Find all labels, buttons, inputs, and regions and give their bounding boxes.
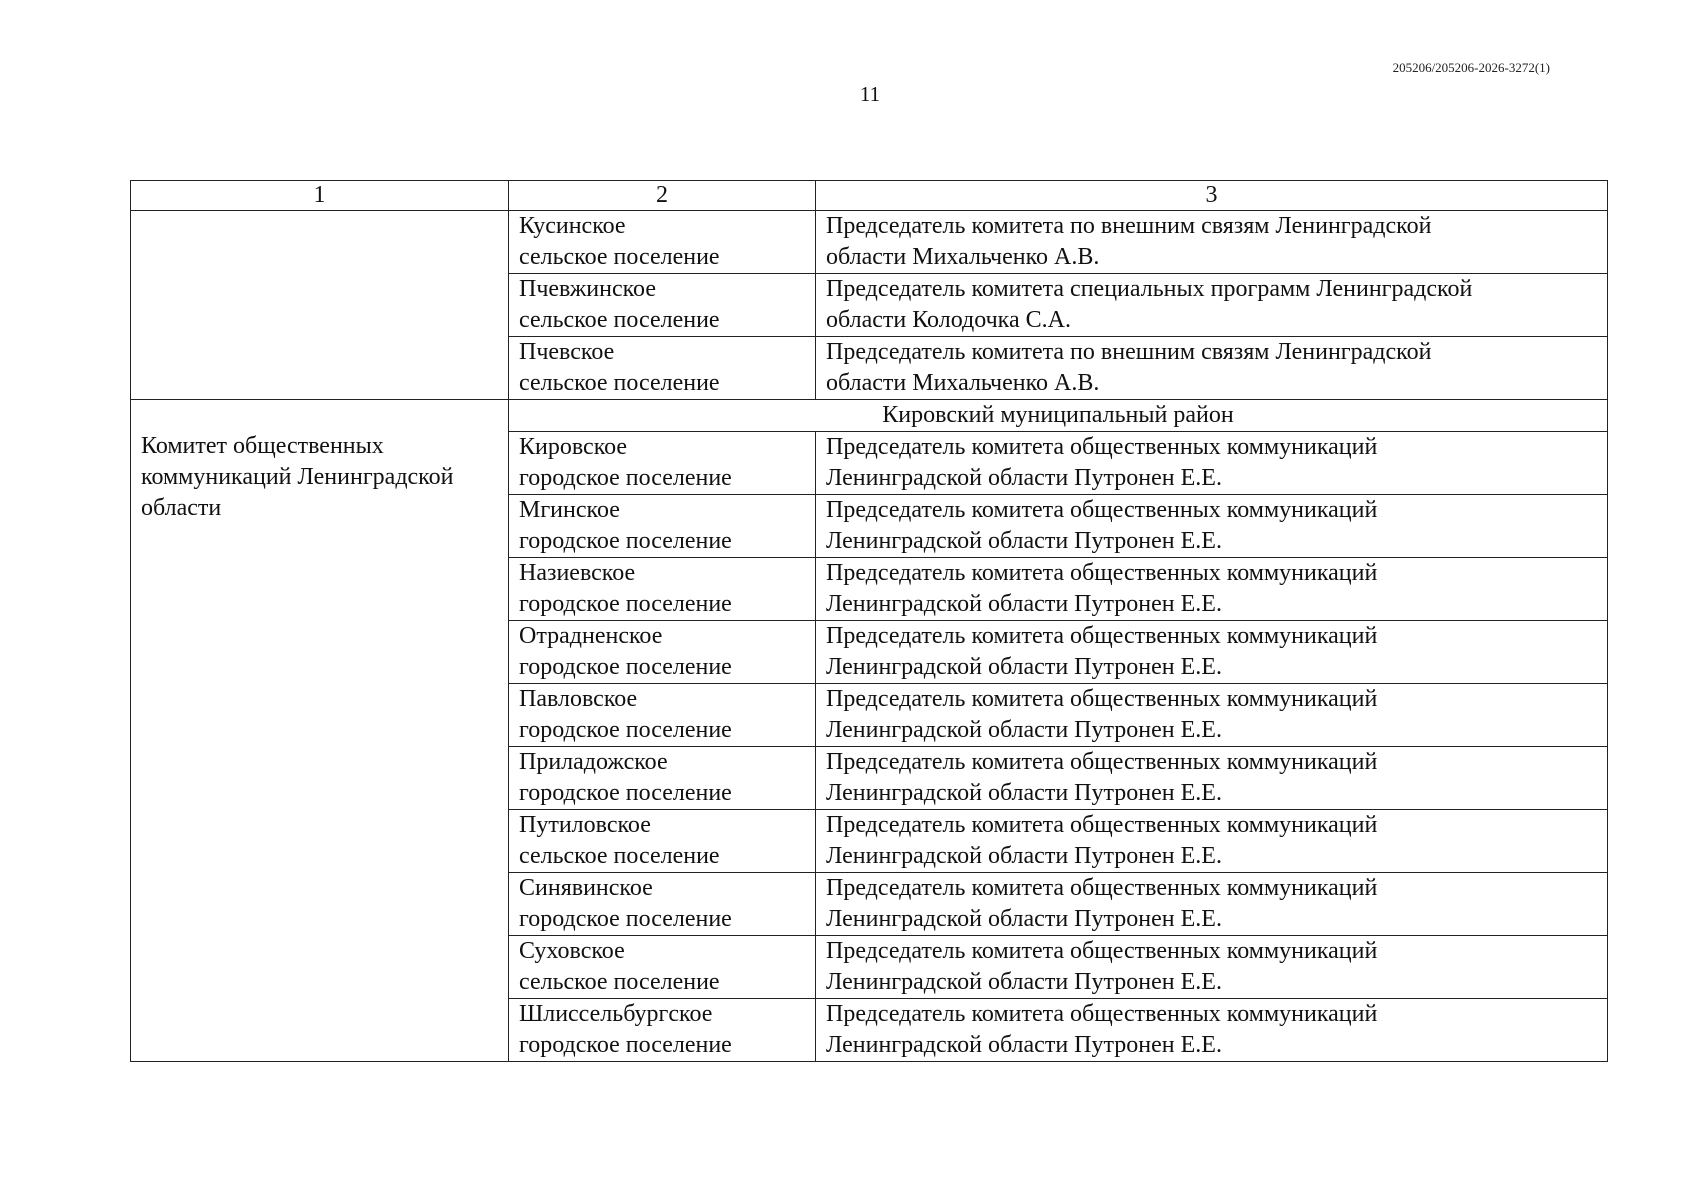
official-cell	[816, 810, 1608, 873]
settlement-cell	[509, 747, 816, 810]
settlement-name: Пчевское	[519, 339, 615, 365]
official-cell	[816, 495, 1608, 558]
settlement-cell	[509, 495, 816, 558]
official-line: Председатель комитета общественных коммуникаций	[826, 875, 1378, 901]
settlement-name: Мгинское	[519, 497, 620, 523]
official-line: Ленинградской области Путронен Е.Е.	[826, 465, 1222, 491]
settlement-type: городское поселение	[519, 1032, 732, 1058]
settlement-cell	[509, 873, 816, 936]
settlement-cell	[509, 936, 816, 999]
settlement-type: сельское поселение	[519, 843, 720, 869]
official-line: области Михальченко А.В.	[826, 244, 1100, 270]
official-cell	[816, 684, 1608, 747]
column-header-3: 3	[816, 181, 1608, 211]
settlement-type: сельское поселение	[519, 370, 720, 396]
settlement-name: Приладожское	[519, 749, 668, 775]
settlement-type: городское поселение	[519, 654, 732, 680]
page-number: 11	[859, 82, 881, 106]
settlement-type: сельское поселение	[519, 244, 720, 270]
official-line: Председатель комитета общественных коммуникаций	[826, 560, 1378, 586]
official-line: области Колодочка С.А.	[826, 307, 1071, 333]
settlement-name: Павловское	[519, 686, 638, 712]
official-cell	[816, 873, 1608, 936]
official-line: Председатель комитета общественных коммуникаций	[826, 497, 1378, 523]
settlement-cell	[509, 621, 816, 684]
settlement-cell	[509, 337, 816, 400]
official-cell	[816, 432, 1608, 495]
settlement-type: городское поселение	[519, 780, 732, 806]
settlement-cell	[509, 558, 816, 621]
official-line: области Михальченко А.В.	[826, 370, 1100, 396]
official-line: Председатель комитета специальных программ Ленинградской	[826, 276, 1473, 302]
committee-cell-empty	[131, 211, 509, 400]
official-line: Ленинградской области Путронен Е.Е.	[826, 654, 1222, 680]
settlement-cell	[509, 432, 816, 495]
official-line: Председатель комитета общественных коммуникаций	[826, 812, 1378, 838]
official-line: Ленинградской области Путронен Е.Е.	[826, 1032, 1222, 1058]
official-line: Председатель комитета общественных коммуникаций	[826, 686, 1378, 712]
column-header-2: 2	[509, 181, 816, 211]
settlement-name: Шлиссельбургское	[519, 1001, 713, 1027]
official-line: Ленинградской области Путронен Е.Е.	[826, 528, 1222, 554]
table-row	[131, 211, 1608, 274]
settlement-name: Синявинское	[519, 875, 653, 901]
committee-line: коммуникаций Ленинградской	[141, 464, 454, 490]
official-cell	[816, 936, 1608, 999]
settlement-type: городское поселение	[519, 717, 732, 743]
settlement-type: городское поселение	[519, 906, 732, 932]
table-header-row	[131, 181, 1608, 211]
official-cell	[816, 274, 1608, 337]
official-cell	[816, 211, 1608, 274]
settlement-name: Кировское	[519, 434, 628, 460]
official-line: Ленинградской области Путронен Е.Е.	[826, 717, 1222, 743]
official-line: Председатель комитета общественных коммуникаций	[826, 938, 1378, 964]
settlement-type: городское поселение	[519, 528, 732, 554]
official-cell	[816, 621, 1608, 684]
official-line: Ленинградской области Путронен Е.Е.	[826, 969, 1222, 995]
assignment-table	[130, 180, 1608, 1062]
district-row	[131, 400, 1608, 432]
official-line: Ленинградской области Путронен Е.Е.	[826, 780, 1222, 806]
settlement-name: Суховское	[519, 938, 625, 964]
settlement-cell	[509, 999, 816, 1062]
committee-cell	[131, 400, 509, 1062]
official-line: Ленинградской области Путронен Е.Е.	[826, 591, 1222, 617]
document-id: 205206/205206-2026-3272(1)	[1392, 60, 1550, 75]
column-header-1: 1	[131, 181, 509, 211]
official-cell	[816, 337, 1608, 400]
official-line: Председатель комитета по внешним связям Ленинградской	[826, 339, 1432, 365]
official-line: Председатель комитета по внешним связям Ленинградской	[826, 213, 1432, 239]
official-cell	[816, 558, 1608, 621]
settlement-name: Пчевжинское	[519, 276, 657, 302]
settlement-type: городское поселение	[519, 591, 732, 617]
official-line: Председатель комитета общественных коммуникаций	[826, 749, 1378, 775]
settlement-type: сельское поселение	[519, 969, 720, 995]
settlement-cell	[509, 211, 816, 274]
official-line: Ленинградской области Путронен Е.Е.	[826, 906, 1222, 932]
settlement-name: Назиевское	[519, 560, 636, 586]
settlement-cell	[509, 274, 816, 337]
settlement-cell	[509, 684, 816, 747]
settlement-cell	[509, 810, 816, 873]
official-line: Председатель комитета общественных коммуникаций	[826, 1001, 1378, 1027]
committee-line: области	[141, 495, 222, 521]
settlement-name: Отрадненское	[519, 623, 663, 649]
settlement-type: сельское поселение	[519, 307, 720, 333]
official-cell	[816, 999, 1608, 1062]
committee-line: Комитет общественных	[141, 433, 384, 459]
official-cell	[816, 747, 1608, 810]
district-heading: Кировский муниципальный район	[509, 400, 1608, 432]
settlement-name: Путиловское	[519, 812, 651, 838]
official-line: Председатель комитета общественных коммуникаций	[826, 623, 1378, 649]
official-line: Председатель комитета общественных коммуникаций	[826, 434, 1378, 460]
settlement-type: городское поселение	[519, 465, 732, 491]
official-line: Ленинградской области Путронен Е.Е.	[826, 843, 1222, 869]
settlement-name: Кусинское	[519, 213, 626, 239]
